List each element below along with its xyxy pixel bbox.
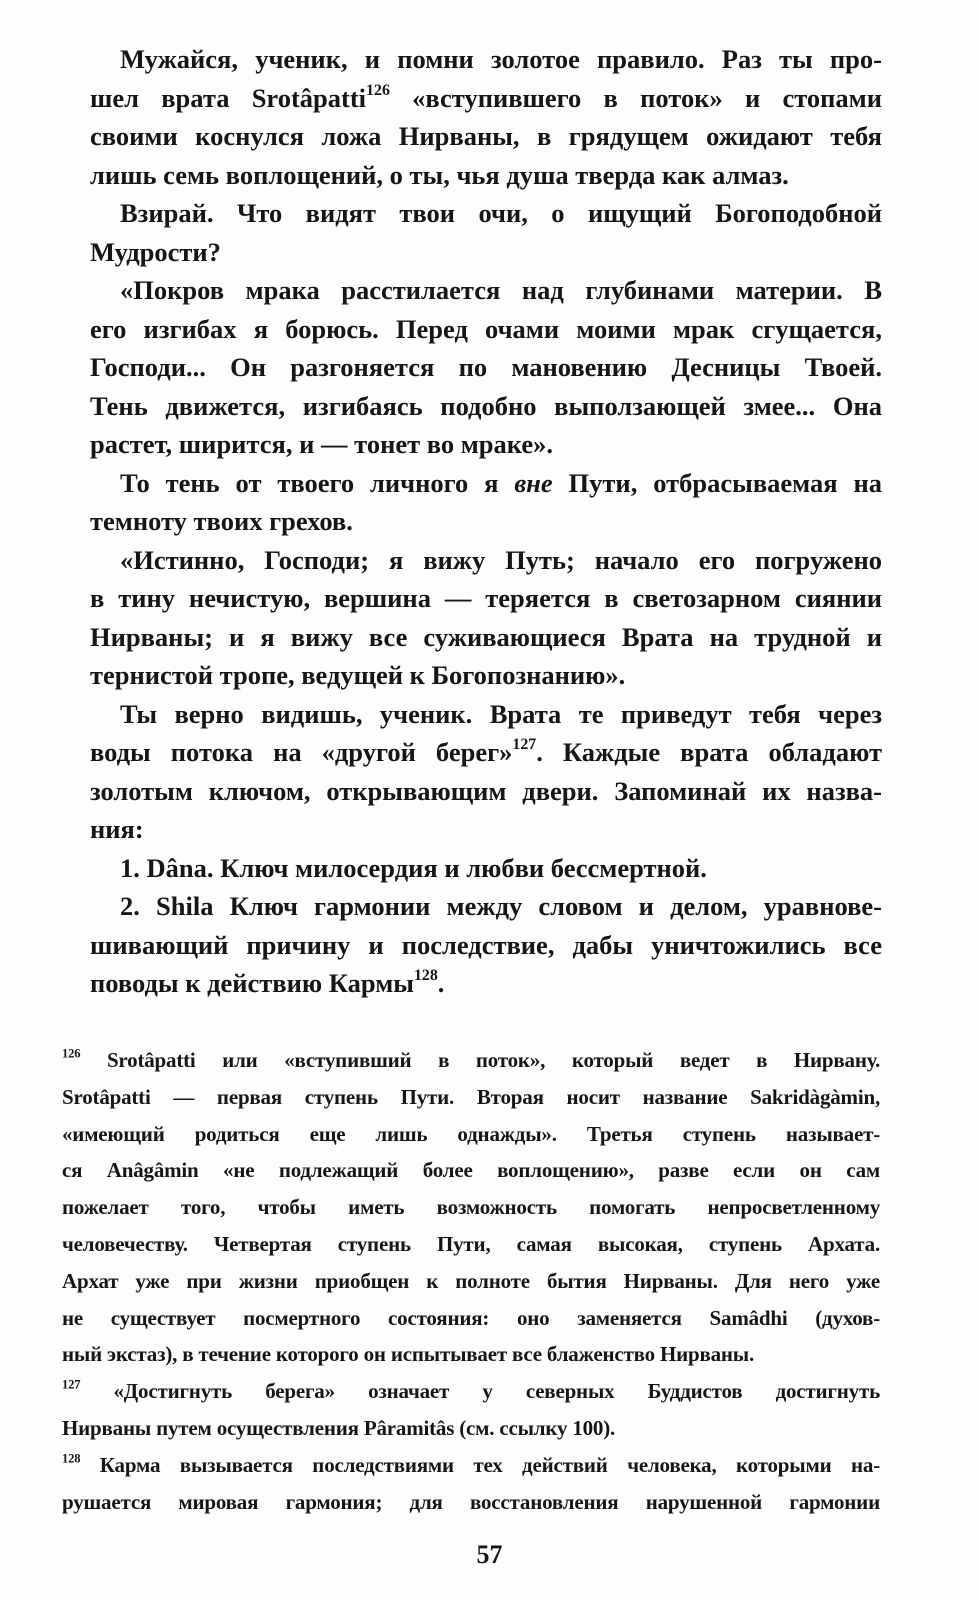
text-run: растет, ширится, и — тонет во мраке». <box>90 429 554 459</box>
text-run: «вступившего в поток» и стопами <box>389 82 882 113</box>
text-run: рушается мировая гармония; для восстановления нарушенной гармонии <box>62 1489 880 1514</box>
text-line <box>90 310 882 349</box>
text-run: Архат уже при жизни приобщен к полноте бытия Нирваны. Для него уже <box>62 1268 880 1293</box>
paragraph <box>90 695 882 849</box>
text-run: «имеющий родиться еще лишь однажды». Третья ступень называет- <box>62 1121 880 1146</box>
text-run: шел врата Srotâpatti <box>90 82 367 113</box>
text-line <box>90 425 882 464</box>
text-line <box>90 733 882 772</box>
footnote <box>62 1447 880 1521</box>
text-line <box>90 156 882 195</box>
text-line <box>62 1152 880 1189</box>
text-line <box>62 1447 880 1484</box>
text-line <box>62 1410 880 1447</box>
text-run: Srotâpatti или «вступивший в поток», который ведет в Нирвану. <box>80 1048 880 1072</box>
text-run: Мужайся, ученик, и помни золотое правило. Раз ты про- <box>120 44 882 74</box>
footnote-number: 128 <box>62 1451 81 1466</box>
paragraph <box>90 464 882 541</box>
text-line <box>90 79 882 118</box>
page-number: 57 <box>476 1540 503 1569</box>
text-run: Srotâpatti — первая ступень Пути. Вторая носит название Sakridàgàmin, <box>62 1084 880 1109</box>
text-line <box>62 1189 880 1226</box>
text-line <box>90 271 882 310</box>
text-run: воды потока на «другой берег» <box>90 737 513 767</box>
italic-text: вне <box>514 467 553 498</box>
text-run: Нирваны; и я вижу все суживающиеся Врата на трудной и <box>90 621 882 652</box>
text-run: темноту твоих грехов. <box>90 506 353 536</box>
text-line <box>90 579 882 618</box>
text-line <box>90 656 882 695</box>
text-line <box>62 1300 880 1337</box>
text-run: «Истинно, Господи; я вижу Путь; начало его погружено <box>120 544 882 575</box>
text-line <box>62 1079 880 1116</box>
text-line <box>62 1116 880 1153</box>
text-line <box>90 233 882 272</box>
text-run: Пути, отбрасываемая на <box>552 467 882 498</box>
text-run: человечеству. Четвертая ступень Пути, самая высокая, ступень Архата. <box>62 1231 880 1256</box>
text-run: 2. Shila Ключ гармонии между словом и делом, уравнове- <box>120 891 882 921</box>
text-run: Карма вызывается последствиями тех действий человека, которыми на- <box>80 1452 880 1477</box>
text-line <box>62 1336 880 1373</box>
paragraph <box>90 541 882 695</box>
text-line <box>62 1263 880 1300</box>
text-run: своими коснулся ложа Нирваны, в грядущем ожидают тебя <box>90 121 882 151</box>
text-line <box>90 887 882 926</box>
paragraph <box>90 40 882 194</box>
text-line <box>62 1373 880 1410</box>
footnote-reference: 126 <box>366 81 390 99</box>
text-line <box>90 618 882 657</box>
text-run: Взирай. Что видят твои очи, о ищущий Богоподобной <box>120 198 882 228</box>
paragraph <box>90 194 882 271</box>
text-run: ный экстаз), в течение которого он испытывает все блаженство Нирваны. <box>62 1342 755 1367</box>
text-line <box>62 1042 880 1079</box>
paragraph <box>90 887 882 1003</box>
text-run: Нирваны путем осуществления Pâramitâs (см. ссылку 100). <box>62 1415 616 1440</box>
text-line <box>90 695 882 734</box>
text-run: 1. Dâna. Ключ милосердия и любви бессмертной. <box>120 852 707 883</box>
text-line <box>90 810 882 849</box>
text-run: пожелает того, чтобы иметь возможность помогать непросветленному <box>62 1195 880 1220</box>
footnote-reference: 127 <box>512 736 537 754</box>
footnotes <box>62 1042 880 1520</box>
text-line <box>90 502 882 541</box>
text-run: «Покров мрака расстилается над глубинами материи. В <box>120 275 882 305</box>
main-text <box>90 40 882 1003</box>
text-run: Господи... Он разгоняется по мановению Десницы Твоей. <box>90 352 882 382</box>
text-line <box>90 772 882 811</box>
text-run: его изгибах я борюсь. Перед очами моими мрак сгущается, <box>90 313 882 344</box>
footnote-reference: 128 <box>413 967 438 985</box>
text-line <box>90 464 882 503</box>
text-run: в тину нечистую, вершина — теряется в светозарном сиянии <box>90 583 882 613</box>
text-run: ся Anâgâmin «не подлежащий более воплощению», разве если он сам <box>62 1158 880 1183</box>
text-run: «Достигнуть берега» означает у северных Буддистов достигнуть <box>80 1379 880 1404</box>
text-line <box>90 194 882 233</box>
text-run: . <box>437 968 445 998</box>
text-line <box>62 1484 880 1521</box>
text-run: Ты верно видишь, ученик. Врата те приведут тебя через <box>120 698 882 729</box>
text-run: лишь семь воплощений, о ты, чья душа тверда как алмаз. <box>90 159 789 190</box>
paragraph <box>90 271 882 464</box>
footnote-number: 127 <box>62 1377 81 1392</box>
text-line <box>90 541 882 580</box>
text-run: тернистой тропе, ведущей к Богопознанию». <box>90 660 626 690</box>
text-line <box>90 387 882 426</box>
text-line <box>62 1226 880 1263</box>
text-run: не существует посмертного состояния: оно заменяется Samâdhi (духов- <box>62 1305 880 1330</box>
text-run: Мудрости? <box>90 236 221 267</box>
text-run: золотым ключом, открывающим двери. Запоминай их назва- <box>90 775 882 806</box>
text-line <box>90 964 882 1003</box>
text-run: То тень от твоего личного я <box>120 467 515 498</box>
text-line <box>90 348 882 387</box>
text-run: шивающий причину и последствие, дабы уничтожились все <box>90 929 882 960</box>
footnote <box>62 1042 880 1373</box>
text-run: Тень движется, изгибаясь подобно выползающей змее... Она <box>90 390 882 421</box>
text-line <box>90 40 882 79</box>
footnote-number: 126 <box>62 1046 81 1061</box>
footnote <box>62 1373 880 1447</box>
text-run: ния: <box>90 814 144 844</box>
text-line <box>90 117 882 156</box>
text-line <box>90 926 882 965</box>
text-run: . Каждые врата обладают <box>536 737 882 767</box>
text-line <box>90 849 882 888</box>
paragraph <box>90 849 882 888</box>
text-run: поводы к действию Кармы <box>90 968 414 998</box>
